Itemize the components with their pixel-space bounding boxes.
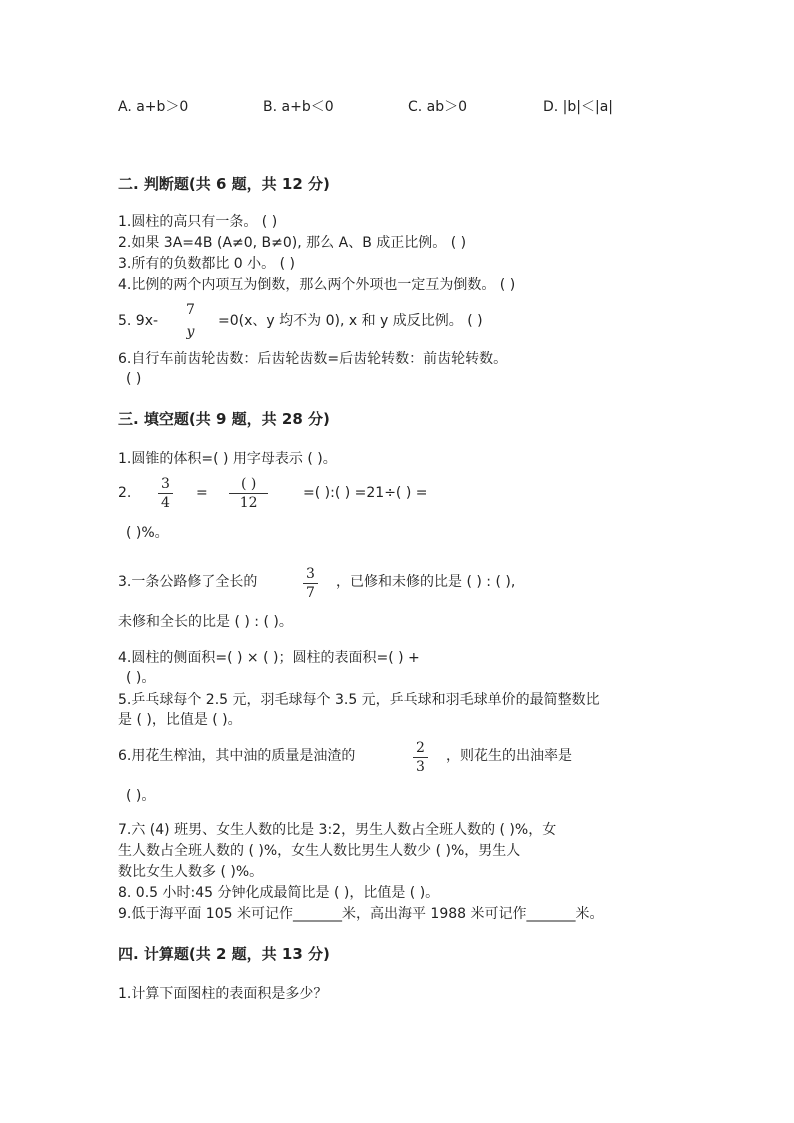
s2-question-5-fraction <box>183 302 198 340</box>
s2-question-2: 2.如果 3A=4B (A≠0, B≠0), 那么 A、B 成正比例。 ( ) <box>118 235 467 251</box>
s3-question-6-fraction <box>413 740 428 775</box>
fraction-numerator: 2 <box>413 740 428 758</box>
s3-question-2-line2: ( )%。 <box>126 525 169 541</box>
fraction-numerator: 3 <box>158 476 173 494</box>
s3-question-6-rest: ，则花生的出油率是 <box>446 748 572 764</box>
s3-question-6-line2: ( )。 <box>126 788 156 804</box>
fraction-denominator: 7 <box>306 585 315 601</box>
s3-question-6-prefix: 6.用花生榨油，其中油的质量是油渣的 <box>118 748 356 764</box>
choice-a: A. a+b＞0 <box>118 99 189 115</box>
choice-b: B. a+b＜0 <box>263 99 334 115</box>
s3-question-3-line2: 未修和全长的比是 ( ) : ( )。 <box>118 614 293 630</box>
s4-question-1: 1.计算下面图柱的表面积是多少？ <box>118 986 328 1002</box>
section2-title: 二. 判断题(共 6 题，共 12 分) <box>118 175 330 193</box>
s3-question-7-line2: 生人数占全班人数的 ( )%，女生人数比男生人数少 ( )%，男生人 <box>118 843 521 859</box>
s2-question-4: 4.比例的两个内项互为倒数，那么两个外项也一定互为倒数。 ( ) <box>118 277 516 293</box>
choice-d: D. |b|＜|a| <box>543 99 614 115</box>
s3-question-2-rest: =( ):( ) =21÷( ) = <box>303 485 428 501</box>
s3-question-2-fraction-2 <box>229 476 268 511</box>
s2-question-1: 1.圆柱的高只有一条。 ( ) <box>118 214 278 230</box>
s2-question-6: 6.自行车前齿轮齿数：后齿轮齿数=后齿轮转数：前齿轮转数。 <box>118 351 508 367</box>
fraction-numerator: 7 <box>186 302 195 318</box>
fraction-denominator: y <box>186 324 195 340</box>
s3-question-4-line2: ( )。 <box>126 670 156 686</box>
s2-question-5-rest: =0(x、y 均不为 0), x 和 y 成反比例。 ( ) <box>218 313 483 329</box>
choice-c: C. ab＞0 <box>408 99 468 115</box>
s3-question-2-prefix: 2. <box>118 485 132 501</box>
s2-question-3: 3.所有的负数都比 0 小。 ( ) <box>118 256 295 272</box>
s3-question-5-line1: 5.乒乓球每个 2.5 元，羽毛球每个 3.5 元，乒乓球和羽毛球单价的最简整数比 <box>118 692 600 708</box>
s2-question-5-prefix: 5. 9x- <box>118 313 159 329</box>
s3-question-8: 8. 0.5 小时:45 分钟化成最简比是 ( )，比值是 ( )。 <box>118 885 440 901</box>
s3-question-4-line1: 4.圆柱的侧面积=( ) × ( )；圆柱的表面积=( ) + <box>118 650 420 666</box>
s3-question-1: 1.圆锥的体积=( ) 用字母表示 ( )。 <box>118 451 337 467</box>
s3-question-9: 9.低于海平面 105 米可记作_______米，高出海平 1988 米可记作_______米。 <box>118 906 604 922</box>
s3-question-3-fraction <box>303 566 318 601</box>
s3-question-7-line1: 7.六 (4) 班男、女生人数的比是 3:2，男生人数占全班人数的 ( )%，女 <box>118 822 557 838</box>
s3-question-5-line2: 是 ( )，比值是 ( )。 <box>118 712 242 728</box>
s3-question-2-equals: = <box>196 485 208 501</box>
s3-question-3-rest: ，已修和未修的比是 ( ) : ( ), <box>336 574 516 590</box>
fraction-denominator: 4 <box>161 495 170 511</box>
fraction-numerator: ( ) <box>229 476 268 494</box>
s3-question-3-prefix: 3.一条公路修了全长的 <box>118 574 258 590</box>
section3-title: 三. 填空题(共 9 题，共 28 分) <box>118 410 330 428</box>
section4-title: 四. 计算题(共 2 题，共 13 分) <box>118 945 330 963</box>
s3-question-2-fraction-1 <box>158 476 173 511</box>
fraction-denominator: 3 <box>416 759 425 775</box>
s3-question-7-line3: 数比女生人数多 ( )%。 <box>118 864 264 880</box>
fraction-denominator: 12 <box>239 495 258 511</box>
fraction-numerator: 3 <box>303 566 318 584</box>
s2-question-6-blank: ( ) <box>126 371 142 387</box>
